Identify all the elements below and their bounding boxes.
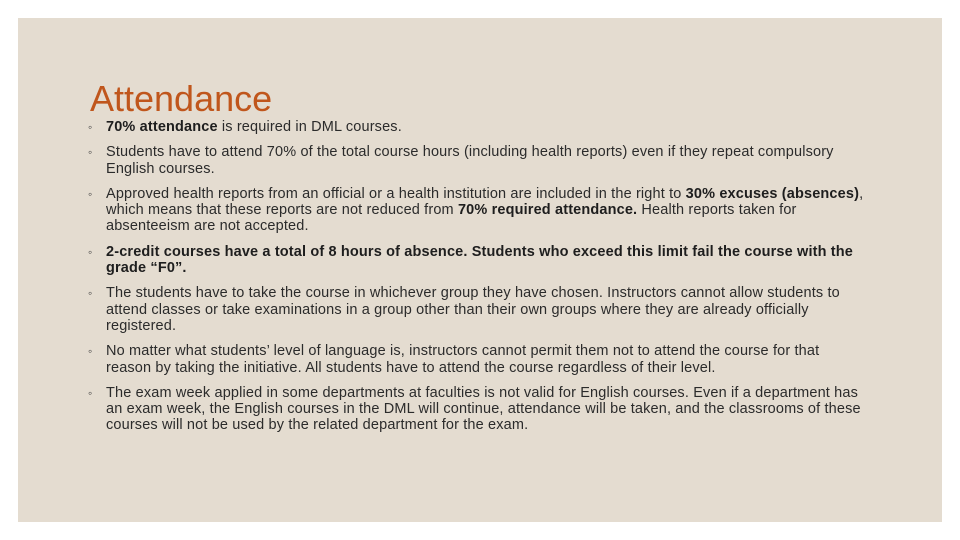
- bullet-text: The exam week applied in some departments at faculties is not valid for English courses. Even if a department has an exam week, the English courses in the DML will continue, attendance will be taken, and the classrooms of these courses will not be used by the related department for the exam.: [106, 384, 861, 434]
- bullet-text-bold: 70% attendance: [106, 119, 218, 135]
- bullet-marker-icon: ◦: [88, 344, 93, 359]
- bullet-list: [88, 119, 868, 443]
- bullet-text: The students have to take the course in whichever group they have chosen. Instructors cannot allow students to attend classes or take examinations in a group other than their own groups where they are already officially registered.: [106, 285, 840, 334]
- bullet-marker-icon: ◦: [88, 120, 93, 134]
- bullet-item: [88, 186, 868, 235]
- bullet-text-bold: 30% excuses (absences): [685, 185, 860, 202]
- bullet-item: [88, 119, 868, 135]
- bullet-text: , which means that these reports are not reduced from: [106, 185, 864, 219]
- bullet-item: [88, 244, 868, 277]
- bullet-text: Approved health reports from an official or a health institution are included in the right to: [106, 185, 686, 202]
- bullet-item: [88, 343, 868, 376]
- bullet-marker-icon: ◦: [88, 244, 93, 259]
- bullet-text: Students have to attend 70% of the total course hours (including health reports) even if they repeat compulsory English courses.: [106, 144, 834, 177]
- bullet-text-bold: 2-credit courses have a total of 8 hours of absence. Students who exceed this limit fail the course with the grade “F0”.: [106, 243, 854, 277]
- bullet-item: [88, 144, 868, 177]
- bullet-marker-icon: ◦: [88, 186, 93, 201]
- slide: [18, 18, 942, 522]
- bullet-text: is required in DML courses.: [217, 119, 402, 135]
- bullet-marker-icon: ◦: [88, 385, 93, 400]
- bullet-text-bold: 70% required attendance.: [457, 202, 638, 219]
- bullet-text: No matter what students’ level of language is, instructors cannot permit them not to attend the course for that reason by taking the initiative. All students have to attend the course regardless of their level.: [106, 343, 820, 376]
- bullet-item: [88, 385, 868, 434]
- bullet-marker-icon: ◦: [88, 286, 93, 301]
- bullet-text: Health reports taken for absenteeism are not accepted.: [106, 202, 797, 235]
- bullet-item: [88, 285, 868, 334]
- bullet-marker-icon: ◦: [88, 145, 93, 160]
- slide-title: Attendance: [90, 78, 273, 119]
